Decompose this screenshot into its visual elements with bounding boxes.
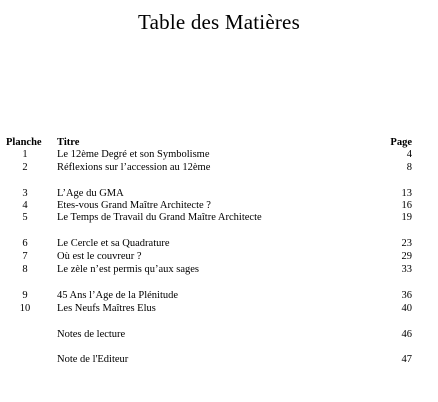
toc-row (0, 162, 438, 174)
entry-title: Le 12ème Degré et son Symbolisme (57, 149, 210, 160)
page-number: 13 (401, 188, 412, 199)
toc-row (0, 354, 438, 366)
toc-row (0, 212, 438, 224)
planche-number: 9 (22, 290, 28, 301)
entry-title: Note de l'Editeur (57, 354, 129, 365)
entry-title: Le zèle n’est permis qu’aux sages (57, 264, 199, 275)
toc-row (0, 251, 438, 263)
page-number: 40 (401, 303, 412, 314)
toc-row (0, 303, 438, 315)
planche-number: 2 (22, 162, 28, 173)
planche-number: 3 (22, 188, 28, 199)
page-number: 19 (401, 212, 412, 223)
page-number: 23 (401, 238, 412, 249)
toc-row (0, 188, 438, 200)
page-title: Table des Matières (138, 10, 300, 34)
toc-row (0, 200, 438, 212)
entry-title: Réflexions sur l’accession au 12ème (57, 162, 211, 173)
page-number: 8 (406, 162, 412, 173)
toc-row (0, 264, 438, 276)
planche-number: 6 (22, 238, 28, 249)
header-planche: Planche (6, 137, 42, 148)
planche-number: 5 (22, 212, 28, 223)
toc-row (0, 290, 438, 302)
page-number: 36 (401, 290, 412, 301)
header-page: Page (390, 137, 412, 148)
entry-title: Notes de lecture (57, 329, 126, 340)
entry-title: Le Temps de Travail du Grand Maître Architecte (57, 212, 262, 223)
page-number: 46 (401, 329, 412, 340)
page-number: 29 (401, 251, 412, 262)
page-number: 4 (406, 149, 412, 160)
page-number: 33 (401, 264, 412, 275)
planche-number: 7 (22, 251, 28, 262)
toc-row (0, 329, 438, 341)
entry-title: Les Neufs Maîtres Elus (57, 303, 156, 314)
entry-title: 45 Ans l’Age de la Plénitude (57, 290, 179, 301)
toc-row (0, 149, 438, 161)
planche-number: 1 (22, 149, 28, 160)
entry-title: L’Age du GMA (57, 188, 124, 199)
header-titre: Titre (57, 137, 80, 148)
page-number: 16 (401, 200, 412, 211)
planche-number: 10 (19, 303, 31, 314)
page-number: 47 (401, 354, 412, 365)
entry-title: Etes-vous Grand Maître Architecte ? (57, 200, 211, 211)
entry-title: Où est le couvreur ? (57, 251, 142, 262)
entry-title: Le Cercle et sa Quadrature (57, 238, 170, 249)
planche-number: 4 (22, 200, 28, 211)
planche-number: 8 (22, 264, 28, 275)
toc-row (0, 238, 438, 250)
